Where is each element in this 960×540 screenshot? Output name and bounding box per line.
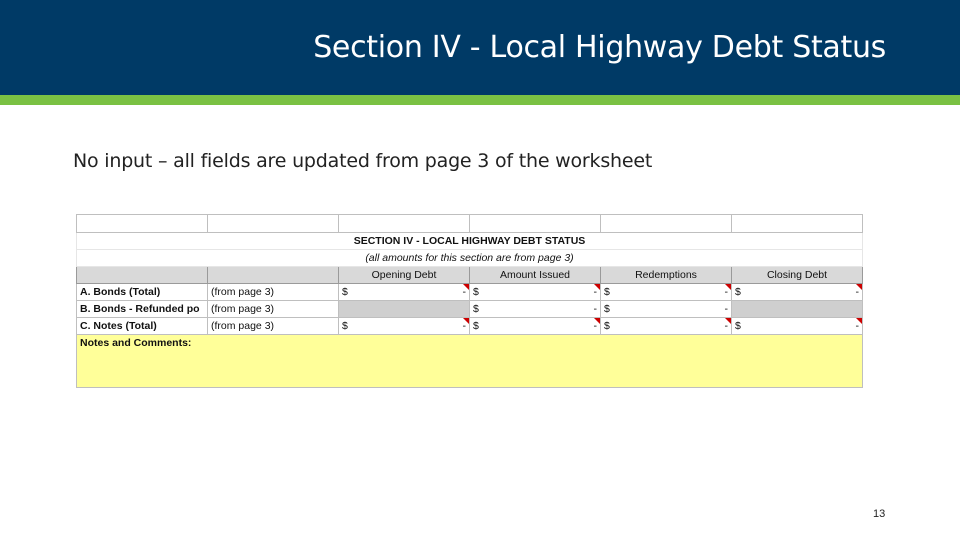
column-header-blank	[208, 267, 339, 284]
comment-indicator-icon	[725, 318, 731, 324]
amount-value: -	[855, 286, 859, 298]
column-header-amount-issued: Amount Issued	[470, 267, 601, 284]
amount-value: -	[724, 303, 728, 315]
row-label: A. Bonds (Total)	[77, 284, 208, 301]
closing-debt-cell[interactable]	[732, 284, 863, 301]
opening-debt-cell[interactable]	[339, 318, 470, 335]
currency-symbol: $	[735, 320, 741, 332]
amount-value: -	[593, 320, 597, 332]
table-row-bonds-refunded	[77, 301, 863, 318]
currency-symbol: $	[604, 303, 610, 315]
header-accent-bar	[0, 95, 960, 105]
debt-status-worksheet	[76, 214, 863, 388]
table-row-bonds-total	[77, 284, 863, 301]
currency-symbol: $	[473, 320, 479, 332]
opening-debt-cell-disabled	[339, 301, 470, 318]
comment-indicator-icon	[594, 318, 600, 324]
blank-cell	[208, 215, 339, 233]
comment-indicator-icon	[463, 284, 469, 290]
blank-cell	[339, 215, 470, 233]
row-label: C. Notes (Total)	[77, 318, 208, 335]
column-header-row	[77, 267, 863, 284]
amount-value: -	[593, 303, 597, 315]
redemptions-cell[interactable]	[601, 301, 732, 318]
currency-symbol: $	[604, 320, 610, 332]
page-title: Section IV - Local Highway Debt Status	[313, 30, 886, 65]
currency-symbol: $	[473, 303, 479, 315]
amount-issued-cell[interactable]	[470, 301, 601, 318]
amount-value: -	[462, 286, 466, 298]
blank-cell	[732, 215, 863, 233]
currency-symbol: $	[342, 320, 348, 332]
comment-indicator-icon	[463, 318, 469, 324]
column-header-blank	[77, 267, 208, 284]
redemptions-cell[interactable]	[601, 318, 732, 335]
sheet-subtitle: (all amounts for this section are from page 3)	[77, 250, 863, 267]
sheet-title-row	[77, 233, 863, 250]
intro-text: No input – all fields are updated from page 3 of the worksheet	[73, 150, 653, 172]
blank-cell	[77, 215, 208, 233]
currency-symbol: $	[604, 286, 610, 298]
opening-debt-cell[interactable]	[339, 284, 470, 301]
amount-value: -	[724, 286, 728, 298]
currency-symbol: $	[342, 286, 348, 298]
amount-issued-cell[interactable]	[470, 318, 601, 335]
table-row-notes-total	[77, 318, 863, 335]
comment-indicator-icon	[594, 284, 600, 290]
closing-debt-cell-disabled	[732, 301, 863, 318]
closing-debt-cell[interactable]	[732, 318, 863, 335]
column-header-redemptions: Redemptions	[601, 267, 732, 284]
blank-cell	[470, 215, 601, 233]
row-label: B. Bonds - Refunded po	[77, 301, 208, 318]
column-header-opening-debt: Opening Debt	[339, 267, 470, 284]
comment-indicator-icon	[856, 284, 862, 290]
blank-cell	[601, 215, 732, 233]
amount-value: -	[462, 320, 466, 332]
sheet-blank-row	[77, 215, 863, 233]
currency-symbol: $	[735, 286, 741, 298]
notes-and-comments-field[interactable]	[77, 335, 863, 388]
column-header-closing-debt: Closing Debt	[732, 267, 863, 284]
amount-value: -	[855, 320, 859, 332]
amount-value: -	[593, 286, 597, 298]
sheet-subtitle-row	[77, 250, 863, 267]
amount-issued-cell[interactable]	[470, 284, 601, 301]
comment-indicator-icon	[856, 318, 862, 324]
notes-label: Notes and Comments:	[80, 337, 192, 349]
sheet-title: SECTION IV - LOCAL HIGHWAY DEBT STATUS	[77, 233, 863, 250]
row-source: (from page 3)	[208, 284, 339, 301]
redemptions-cell[interactable]	[601, 284, 732, 301]
currency-symbol: $	[473, 286, 479, 298]
row-source: (from page 3)	[208, 318, 339, 335]
notes-row	[77, 335, 863, 388]
row-source: (from page 3)	[208, 301, 339, 318]
page-number: 13	[873, 508, 886, 520]
comment-indicator-icon	[725, 284, 731, 290]
amount-value: -	[724, 320, 728, 332]
